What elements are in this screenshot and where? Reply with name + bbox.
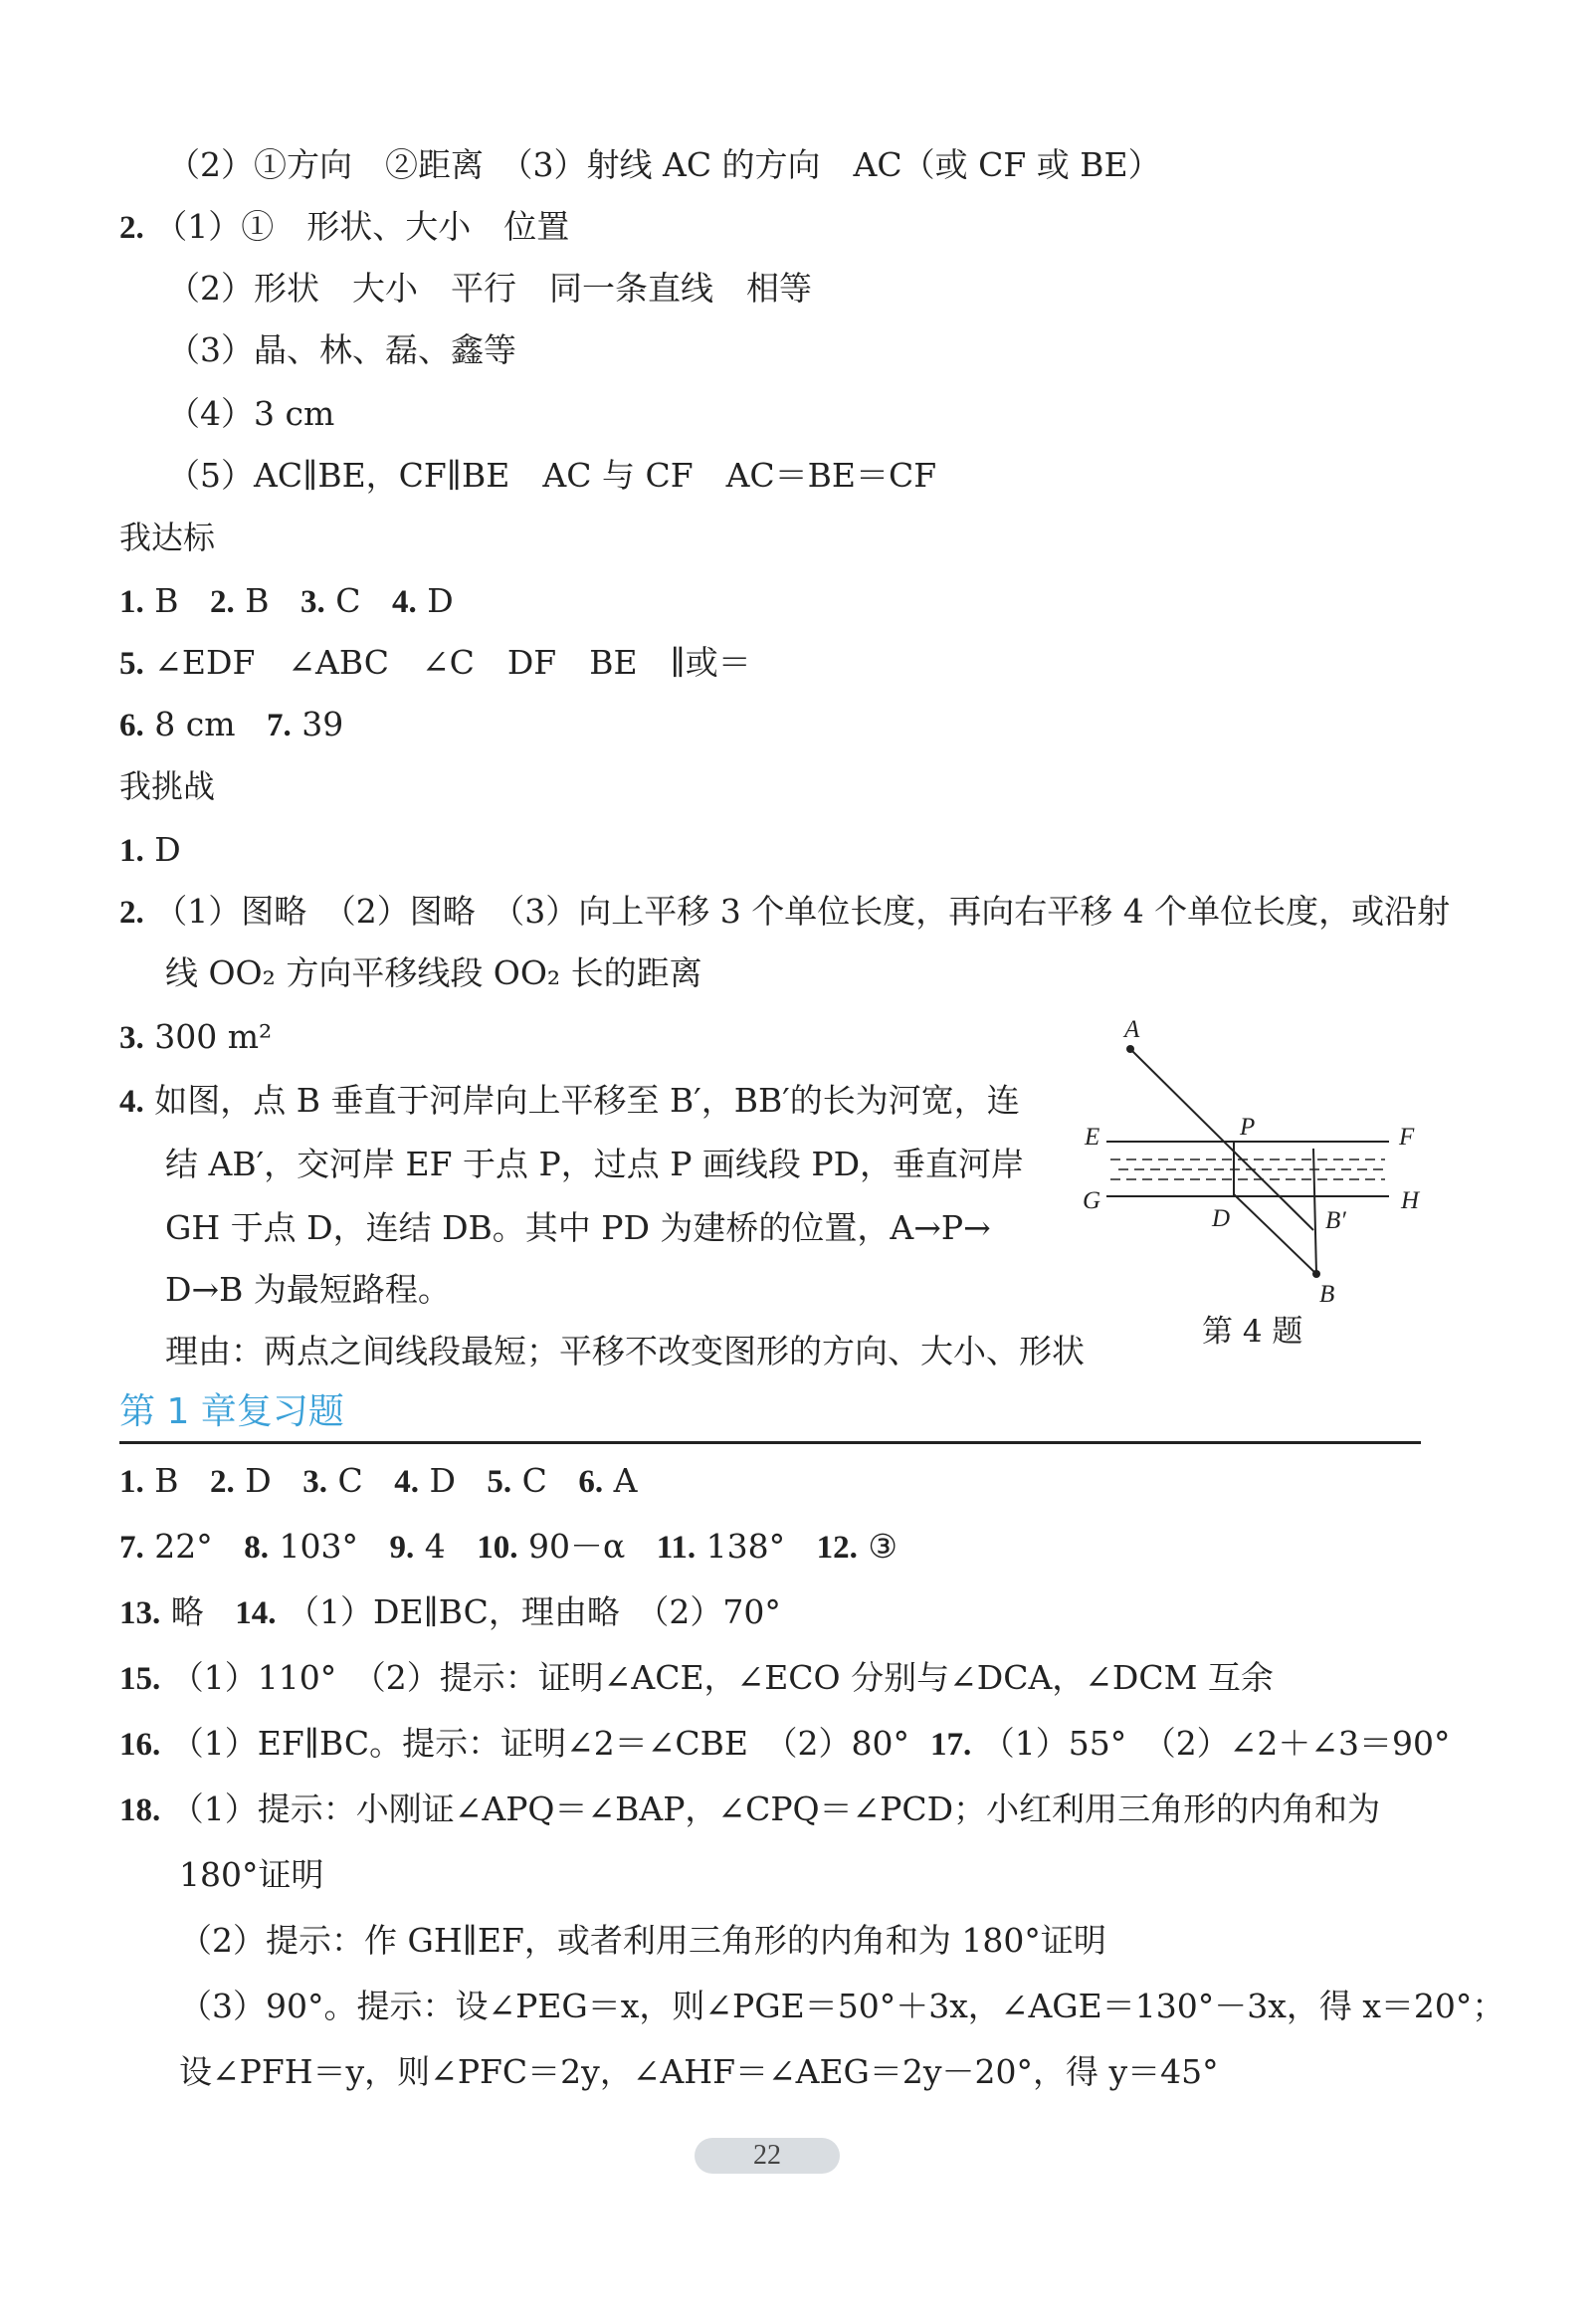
point-B xyxy=(1312,1270,1320,1278)
bridge-diagram xyxy=(1075,1015,1433,1314)
answer-line: （2）提示：作 GH∥EF，或者利用三角形的内角和为 180°证明 xyxy=(179,1921,1106,1960)
question-number: 1. xyxy=(119,1464,144,1500)
answer-line xyxy=(119,1722,1450,1767)
answer-line: （3）90°。提示：设∠PEG＝x，则∠PGE＝50°＋3x，∠AGE＝130°－3x，得 x＝20°； xyxy=(179,1987,1505,2025)
answer-line xyxy=(119,1079,1020,1124)
question-number: 2. xyxy=(119,210,144,246)
answer-text: ∠EDF ∠ABC ∠C DF BE ∥或＝ xyxy=(154,643,751,682)
question-number: 4. xyxy=(119,1084,144,1120)
answer-line: GH 于点 D，连结 DB。其中 PD 为建桥的位置，A→P→ xyxy=(165,1208,991,1247)
question-number: 6. xyxy=(119,708,144,743)
page-number: 22 xyxy=(753,2140,781,2171)
label-B-prime: B′ xyxy=(1325,1207,1346,1234)
answer-line: （4）3 cm xyxy=(167,394,335,433)
answer-text: 8 cm xyxy=(154,705,236,743)
question-number: 3. xyxy=(302,1464,327,1500)
answer-text: D xyxy=(154,830,181,869)
label-E: E xyxy=(1085,1124,1100,1151)
answer-line xyxy=(119,1656,1274,1701)
answer-text: （1）EF∥BC。提示：证明∠2＝∠CBE （2）80° xyxy=(170,1724,909,1763)
answer-text: D xyxy=(427,581,454,620)
answer-text: C xyxy=(337,1461,363,1500)
question-number: 13. xyxy=(119,1595,161,1631)
answer-text: 300 m² xyxy=(154,1017,273,1056)
question-number: 7. xyxy=(119,1530,144,1566)
section-heading-tiaozhan: 我挑战 xyxy=(119,767,216,805)
page-number-badge xyxy=(695,2138,840,2174)
label-B: B xyxy=(1319,1281,1335,1308)
question-number: 3. xyxy=(300,584,325,620)
answer-line xyxy=(119,1590,781,1635)
answer-line xyxy=(119,703,343,747)
answer-text: D xyxy=(429,1461,456,1500)
question-number: 2. xyxy=(210,1464,235,1500)
answer-text: 4 xyxy=(424,1527,446,1566)
answer-line xyxy=(119,1525,898,1570)
chapter-heading: 第 1 章复习题 xyxy=(119,1391,344,1432)
label-G: G xyxy=(1083,1187,1101,1214)
answer-text: （1）图略 （2）图略 （3）向上平移 3 个单位长度，再向右平移 4 个单位长度，或沿射 xyxy=(154,892,1451,931)
question-number: 4. xyxy=(391,584,417,620)
answer-line: 设∠PFH＝y，则∠PFC＝2y，∠AHF＝∠AEG＝2y－20°，得 y＝45° xyxy=(179,2052,1219,2091)
answer-text: B xyxy=(154,581,179,620)
label-A: A xyxy=(1124,1016,1140,1043)
answer-text: （1）提示：小刚证∠APQ＝∠BAP，∠CPQ＝∠PCD；小红利用三角形的内角和为 xyxy=(170,1789,1381,1828)
answer-text: A xyxy=(613,1461,638,1500)
line-D-to-B xyxy=(1234,1194,1316,1274)
answer-line xyxy=(119,828,181,873)
answer-line: （5）AC∥BE，CF∥BE AC 与 CF AC＝BE＝CF xyxy=(167,456,937,495)
question-number: 6. xyxy=(578,1464,604,1500)
answer-line: 结 AB′，交河岸 EF 于点 P，过点 P 画线段 PD，垂直河岸 xyxy=(165,1145,1025,1183)
answer-text: B xyxy=(245,581,270,620)
answer-text: 22° xyxy=(154,1527,213,1566)
question-number: 5. xyxy=(119,646,144,682)
question-number: 5. xyxy=(487,1464,512,1500)
answer-text: ③ xyxy=(868,1527,898,1566)
answer-text: （1）① 形状、大小 位置 xyxy=(154,207,570,246)
answer-line: （3）晶、林、磊、鑫等 xyxy=(167,330,516,369)
question-number: 11. xyxy=(656,1530,697,1566)
question-number: 1. xyxy=(119,584,144,620)
answer-text: 39 xyxy=(301,705,344,743)
question-number: 2. xyxy=(210,584,235,620)
answer-text: （1）55° （2）∠2＋∠3＝90° xyxy=(981,1724,1451,1763)
question-number: 17. xyxy=(929,1727,972,1763)
label-F: F xyxy=(1399,1124,1415,1151)
answer-line xyxy=(119,579,454,624)
answer-text: （1）DE∥BC，理由略 （2）70° xyxy=(286,1592,781,1631)
answer-line xyxy=(119,1788,1380,1832)
question-number: 12. xyxy=(816,1530,858,1566)
answer-text: 138° xyxy=(705,1527,786,1566)
answer-text: D xyxy=(245,1461,272,1500)
answer-line: 180°证明 xyxy=(179,1855,324,1894)
label-P: P xyxy=(1240,1114,1256,1141)
answer-line: 线 OO₂ 方向平移线段 OO₂ 长的距离 xyxy=(165,953,702,992)
question-number: 2. xyxy=(119,895,144,931)
question-number: 7. xyxy=(267,708,292,743)
question-number: 1. xyxy=(119,833,144,869)
line-A-to-Bprime xyxy=(1130,1049,1313,1230)
question-number: 9. xyxy=(389,1530,415,1566)
question-number: 18. xyxy=(119,1792,161,1828)
answer-line xyxy=(119,641,751,686)
question-number: 8. xyxy=(244,1530,269,1566)
point-A xyxy=(1126,1045,1134,1053)
answer-text: C xyxy=(335,581,361,620)
figure-caption: 第 4 题 xyxy=(1202,1314,1303,1350)
answer-line: （2）①方向 ②距离 （3）射线 AC 的方向 AC（或 CF 或 BE） xyxy=(167,145,1161,184)
question-number: 10. xyxy=(477,1530,518,1566)
answer-line xyxy=(119,205,569,250)
question-number: 4. xyxy=(394,1464,419,1500)
question-number: 3. xyxy=(119,1020,144,1056)
line-BBprime xyxy=(1313,1149,1316,1274)
label-H: H xyxy=(1401,1187,1420,1214)
answer-text: 103° xyxy=(279,1527,358,1566)
answer-line: 理由：两点之间线段最短；平移不改变图形的方向、大小、形状 xyxy=(165,1332,1085,1370)
question-number: 16. xyxy=(119,1727,161,1763)
question-number: 14. xyxy=(235,1595,277,1631)
answer-line xyxy=(119,1459,637,1504)
answer-line xyxy=(119,890,1450,935)
answer-text: 如图，点 B 垂直于河岸向上平移至 B′，BB′的长为河宽，连 xyxy=(154,1081,1020,1120)
chapter-divider xyxy=(119,1441,1421,1444)
answer-text: （1）110° （2）提示：证明∠ACE，∠ECO 分别与∠DCA，∠DCM 互余 xyxy=(170,1658,1274,1697)
answer-line: （2）形状 大小 平行 同一条直线 相等 xyxy=(167,269,812,308)
answer-text: 略 xyxy=(170,1592,204,1631)
answer-text: 90－α xyxy=(527,1527,626,1566)
label-D: D xyxy=(1212,1205,1231,1232)
section-heading-dabiao: 我达标 xyxy=(119,519,216,556)
answer-text: B xyxy=(154,1461,179,1500)
answer-line xyxy=(119,1015,272,1060)
answer-line: D→B 为最短路程。 xyxy=(165,1270,451,1309)
answer-text: C xyxy=(521,1461,547,1500)
question-number: 15. xyxy=(119,1661,161,1697)
